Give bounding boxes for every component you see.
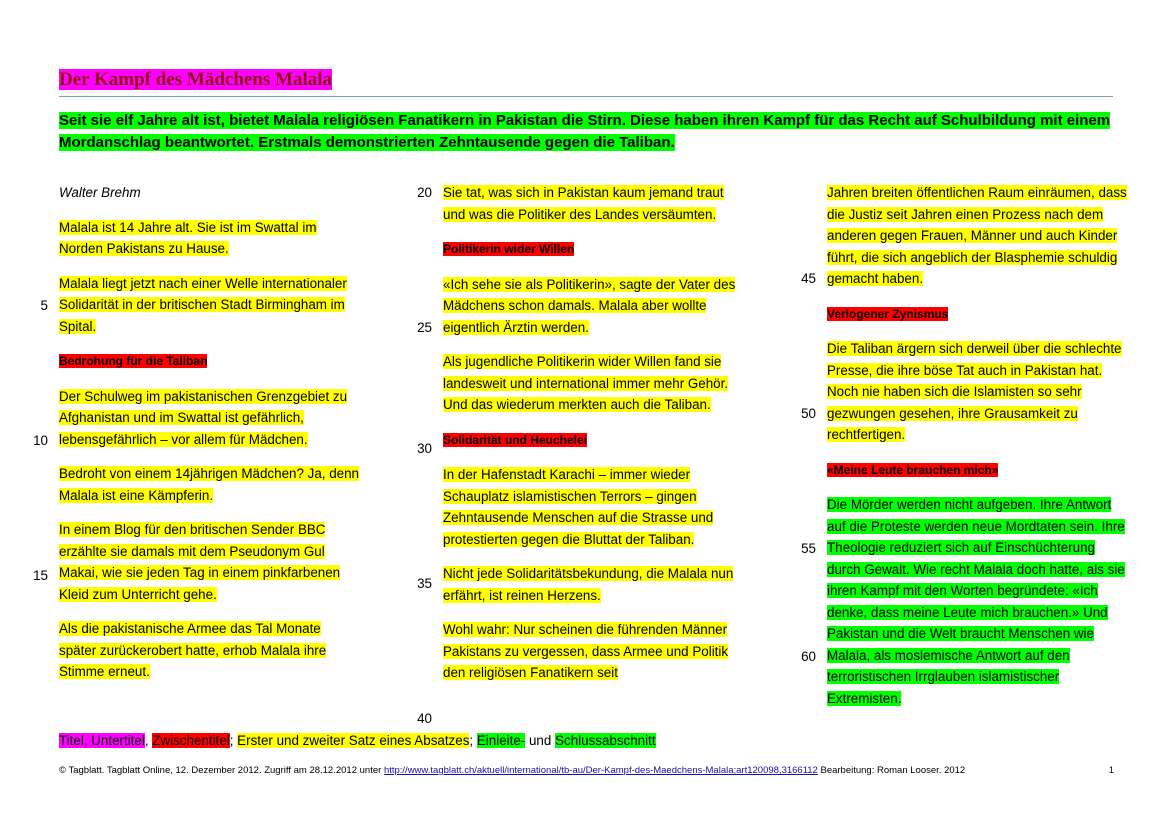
paragraph: Wohl wahr: Nur scheinen die führenden Männer Pakistans zu vergessen, dass Armee und Politik den religiösen Fanatikern seit	[443, 622, 729, 680]
paragraph: Sie tat, was sich in Pakistan kaum jemand traut und was die Politiker des Landes versäumten.	[443, 185, 724, 222]
line-number: 50	[801, 406, 816, 421]
legend-and: und	[528, 733, 552, 748]
text-column-2	[443, 182, 743, 697]
legend-separator: ,	[144, 733, 149, 748]
text-column-1	[59, 182, 359, 696]
subheading: Solidarität und Heuchelei	[443, 432, 588, 447]
paragraph: Malala ist 14 Jahre alt. Sie ist im Swattal im Norden Pakistans zu Hause.	[59, 219, 317, 256]
line-number: 40	[417, 711, 432, 726]
paragraph: Der Schulweg im pakistanischen Grenzgebiet zu Afghanistan und im Swattal ist gefährlich, lebensgefährlich – vor allem für Mädchen.	[59, 388, 348, 447]
legend-subtitles: Zwischentitel	[152, 733, 230, 748]
line-number: 20	[417, 185, 432, 200]
page-number: 1	[1108, 765, 1114, 776]
footer-citation	[59, 764, 965, 778]
paragraph: Als die pakistanische Armee das Tal Monate später zurückerobert hatte, erhob Malala ihre Stimme erneut.	[59, 621, 327, 679]
paragraph: Bedroht von einem 14jährigen Mädchen? Ja, denn Malala ist eine Kämpferin.	[59, 466, 360, 503]
line-number: 5	[40, 298, 48, 313]
line-number: 45	[801, 271, 816, 286]
paragraph: Als jugendliche Politikerin wider Willen fand sie landesweit und international immer mehr Gehör. Und das wiederum merkten auch die Taliban.	[443, 354, 729, 412]
text-column-3	[827, 182, 1127, 722]
paragraph: Die Mörder werden nicht aufgeben. Ihre Antwort auf die Proteste werden neue Mordtaten sein. Ihre Theologie reduziert sich auf Einschüchterung durch Gewalt. Wie recht Malala doch hatte, als sie ihren Kampf mit den Worten begründete: «Ich denke, dass meine Leute mich brauchen.» Und Pakistan und die Welt braucht Menschen wie Malala, als moslemische Antwort auf den terroristischen Irrglauben islamistischer Extremisten.	[827, 497, 1125, 706]
line-number: 60	[801, 649, 816, 664]
legend-closing: Schlussabschnitt	[555, 733, 656, 748]
source-link[interactable]: http://www.tagblatt.ch/aktuell/international/tb-au/Der-Kampf-des-Maedchens-Malala;art120098,3166112	[383, 765, 818, 776]
line-number: 55	[801, 541, 816, 556]
legend-titles: Titel, Untertitel	[59, 733, 145, 748]
title-rule	[59, 96, 1113, 97]
subheading: Verlogener Zynismus	[827, 306, 949, 321]
paragraph: Jahren breiten öffentlichen Raum einräumen, dass die Justiz seit Jahren einen Prozess nach dem anderen gegen Frauen, Männer und auch Kinder führt, die sich angeblich der Blasphemie schuldig gemacht haben.	[827, 185, 1127, 286]
paragraph: Nicht jede Solidaritätsbekundung, die Malala nun erfährt, ist reinen Herzens.	[443, 566, 734, 603]
paragraph: «Ich sehe sie als Politikerin», sagte der Vater des Mädchens schon damals. Malala aber wollte eigentlich Ärztin werden.	[443, 276, 736, 335]
footer-suffix: Bearbeitung: Roman Looser. 2012	[820, 765, 966, 776]
legend-separator: ;	[229, 733, 234, 748]
line-number: 30	[417, 441, 432, 456]
subheading: «Meine Leute brauchen mich»	[827, 462, 999, 477]
author: Walter Brehm	[59, 185, 141, 200]
color-legend	[59, 730, 656, 752]
legend-sentences: Erster und zweiter Satz eines Absatzes	[237, 733, 470, 748]
subheading: Politikerin wider Willen	[443, 242, 575, 256]
legend-separator: ;	[469, 733, 474, 748]
line-number: 25	[417, 320, 432, 335]
line-number: 35	[417, 576, 432, 591]
paragraph: Die Taliban ärgern sich derweil über die schlechte Presse, die ihre böse Tat auch in Pakistan hat. Noch nie haben sich die Islamisten so sehr gezwungen gesehen, ihre Grausamkeit zu rechtfertigen.	[827, 341, 1122, 442]
line-number: 10	[33, 433, 48, 448]
page-title: Der Kampf des Mädchens Malala	[59, 69, 333, 90]
paragraph: In der Hafenstadt Karachi – immer wieder Schauplatz islamistischen Terrors – gingen Zehntausende Menschen auf die Strasse und protestierten gegen die Bluttat der Taliban.	[443, 467, 714, 547]
paragraph: Malala liegt jetzt nach einer Welle internationaler Solidarität in der britischen Stadt Birmingham im Spital.	[59, 275, 347, 334]
lead-paragraph: Seit sie elf Jahre alt ist, bietet Malala religiösen Fanatikern in Pakistan die Stirn. Diese haben ihren Kampf für das Recht auf Schulbildung mit einem Mordanschlag beantwortet. Erstmals demonstrierten Zehntausende gegen die Taliban.	[59, 112, 1111, 151]
paragraph: In einem Blog für den britischen Sender BBC erzählte sie damals mit dem Pseudonym Gul Makai, wie sie jeden Tag in einem pinkfarbenen Kleid zum Unterricht gehe.	[59, 522, 341, 602]
subheading: Bedrohung für die Taliban	[59, 354, 208, 368]
footer-prefix: © Tagblatt. Tagblatt Online, 12. Dezember 2012. Zugriff am 28.12.2012 unter	[59, 765, 382, 776]
legend-intro: Einleite-	[476, 733, 526, 748]
line-number: 15	[33, 568, 48, 583]
